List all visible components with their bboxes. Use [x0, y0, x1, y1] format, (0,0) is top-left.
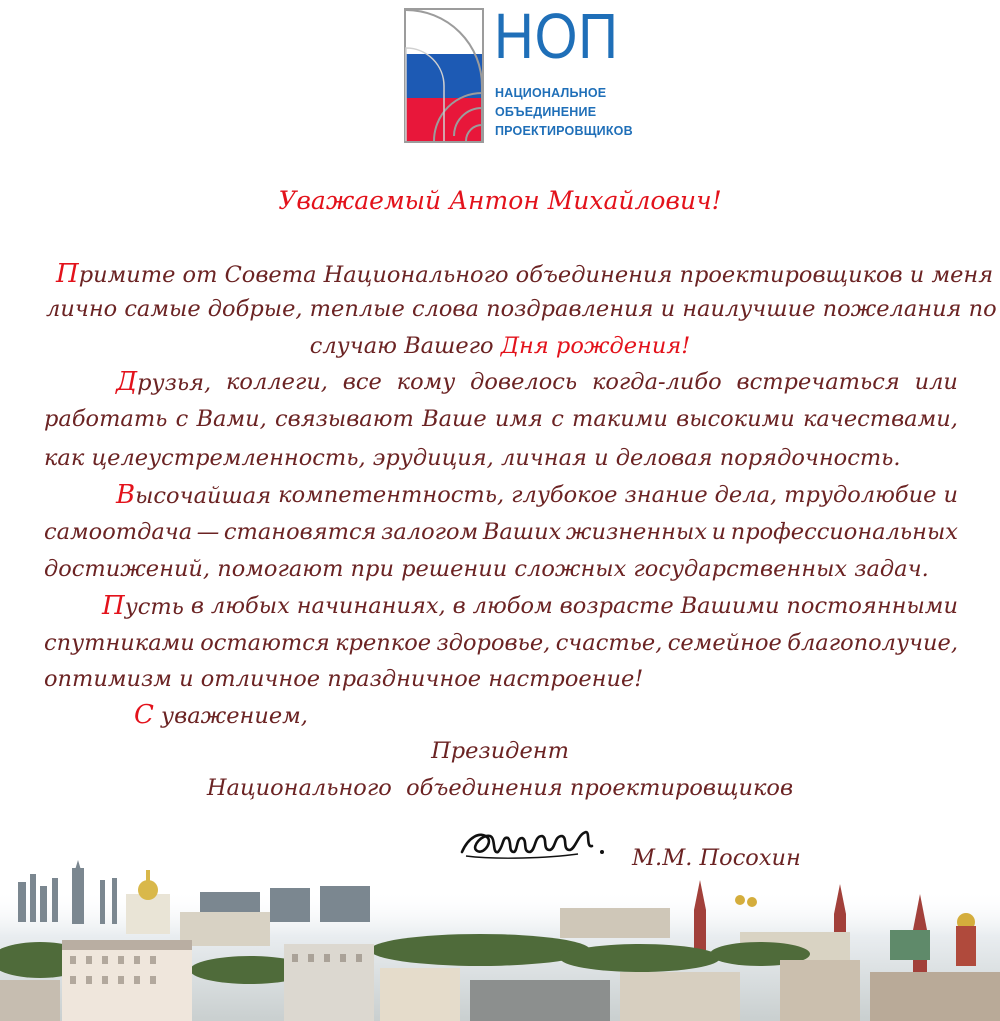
signer-title-line-2: Национального объединения проектировщиков	[206, 775, 794, 801]
cathedral-dome	[126, 870, 170, 934]
nop-logo	[404, 0, 633, 143]
signer-title-line-1: Президент	[431, 738, 569, 764]
paragraph-4-line-1: Пусть в любых начинаниях, в любом возрасте Вашими постоянными	[102, 591, 958, 621]
paragraph-2-line-2: работать с Вами, связывают Ваше имя с такими высокими качествами,	[44, 406, 958, 432]
greeting: Уважаемый Антон Михайлович!	[278, 186, 722, 215]
paragraph-1-line-2: лично самые добрые, теплые слова поздравления и наилучшие пожелания по	[46, 296, 997, 322]
paragraph-3-line-1: Высочайшая компетентность, глубокое знание дела, трудолюбие и	[116, 480, 958, 510]
paragraph-1-line-1: Примите от Совета Национального объединения проектировщиков и меня	[56, 259, 994, 289]
paragraph-1-line-3: случаю Вашего Дня рождения!	[309, 333, 691, 359]
moscow-skyline-panorama	[0, 860, 1000, 1021]
paragraph-3-line-3: достижений, помогают при решении сложных государственных задач.	[44, 556, 929, 582]
paragraph-4-line-3: оптимизм и отличное праздничное настроение!	[44, 666, 644, 692]
paragraph-4-line-2: спутниками остаются крепкое здоровье, счастье, семейное благополучие,	[44, 630, 958, 656]
logo-organization-name: НАЦИОНАЛЬНОЕ ОБЪЕДИНЕНИЕ ПРОЕКТИРОВЩИКОВ	[495, 86, 633, 138]
logo-abbreviation: НОП	[494, 0, 619, 72]
closing-regards: С уважением,	[134, 700, 308, 730]
paragraph-3-line-2: самоотдача — становятся залогом Ваших жизненных и профессиональных	[44, 519, 958, 545]
paragraph-2-line-3: как целеустремленность, эрудиция, личная и деловая порядочность.	[44, 445, 901, 471]
signer-name: М.М. Посохин	[632, 845, 801, 871]
flag-spiral-emblem	[404, 8, 484, 143]
birthday-highlight: Дня рождения!	[500, 333, 691, 359]
paragraph-2-line-1: Друзья, коллеги, все кому довелось когда-либо встречаться или	[116, 367, 958, 397]
